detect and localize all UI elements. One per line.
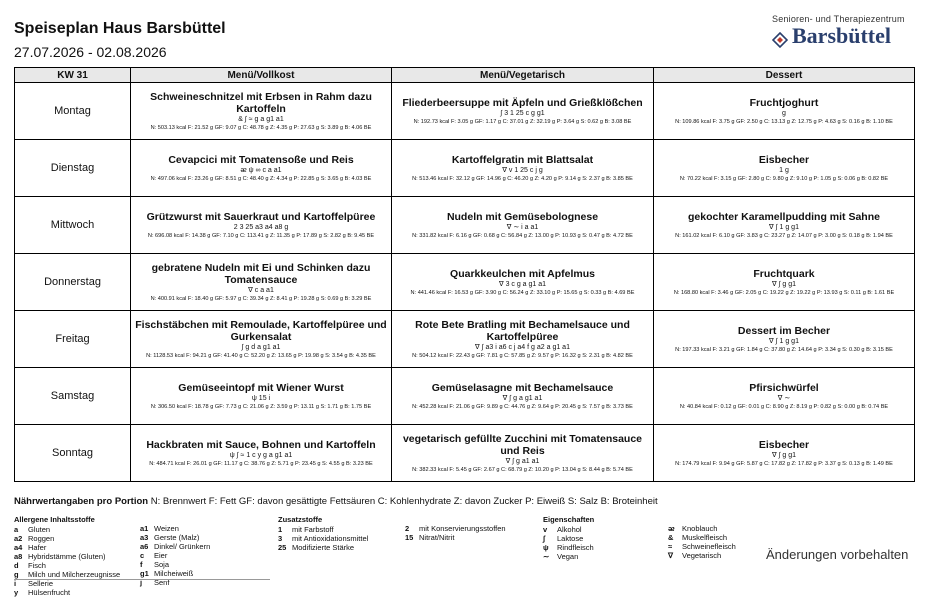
table-row — [15, 311, 915, 368]
legend-code: a6 — [140, 542, 149, 551]
nutrition-values: N: 109.86 kcal F: 3.75 g GF: 2.50 g C: 13.13 g Z: 12.75 g P: 4.63 g S: 0.16 g B: 1.10 BE — [675, 118, 893, 125]
dish-name: Nudeln mit Gemüsebolognese — [446, 210, 599, 223]
legend-code: 25 — [278, 543, 287, 552]
nutrition-values: N: 497.06 kcal F: 23.26 g GF: 8.51 g C: 48.40 g Z: 4.34 g P: 22.85 g S: 3.65 g B: 4.03 BE — [150, 175, 372, 182]
nutrition-values: N: 503.13 kcal F: 21.52 g GF: 9.07 g C: 48.78 g Z: 4.35 g P: 27.63 g S: 3.89 g B: 4.06 BE — [150, 124, 372, 131]
dish-name: Kartoffelgratin mit Blattsalat — [451, 153, 594, 166]
dish-name: Pfirsichwürfel — [749, 381, 819, 394]
legend-code: c — [140, 551, 145, 560]
legend-label: Milcheiweiß — [154, 569, 194, 578]
allergen-codes: 2 3 25 a3 a4 a8 g — [233, 223, 289, 231]
day-cell: Samstag — [15, 368, 131, 425]
meal-cell-vegetarisch — [392, 140, 654, 197]
column-header-week: KW 31 — [15, 68, 131, 83]
legend-label: Knoblauch — [682, 524, 718, 533]
nutrition-values: N: 441.46 kcal F: 16.53 g GF: 3.90 g C: 56.24 g Z: 33.10 g P: 15.65 g S: 0.33 g B: 4.69 BE — [410, 289, 635, 296]
legend-label: Vegetarisch — [682, 551, 722, 560]
column-header-dessert: Dessert — [654, 68, 915, 83]
allergen-codes: ψ 15 i — [251, 394, 271, 402]
footer-divider — [14, 579, 270, 580]
allergen-codes: ∇ c a a1 — [248, 286, 274, 294]
legend-code: g — [14, 570, 19, 579]
nutrition-values: N: 1128.53 kcal F: 94.21 g GF: 41.40 g C: 52.20 g Z: 13.65 g P: 19.98 g S: 3.54 g B: 4.35 BE — [146, 352, 376, 359]
legend-item — [14, 534, 120, 543]
legend-item — [14, 543, 120, 552]
menu-table-body — [15, 83, 915, 482]
dish-name: Fruchtquark — [753, 267, 815, 280]
legend-label: Soja — [154, 560, 170, 569]
meal-cell-vegetarisch — [392, 83, 654, 140]
legend-list — [405, 524, 506, 542]
legend-item — [140, 524, 210, 533]
date-range: 27.07.2026 - 02.08.2026 — [14, 44, 167, 60]
dish-name: Schweineschnitzel mit Erbsen in Rahm dazu Kartoffeln — [150, 90, 372, 115]
legend-code: 2 — [405, 524, 410, 533]
dish-name: Gemüselasagne mit Bechamelsauce — [431, 381, 614, 394]
nutrition-values: N: 504.12 kcal F: 22.43 g GF: 7.81 g C: 57.85 g Z: 9.57 g P: 16.32 g S: 2.31 g B: 4.82 BE — [412, 352, 633, 359]
table-row — [15, 368, 915, 425]
legend-label: Milch und Milcherzeugnisse — [28, 570, 121, 579]
legend-list — [278, 525, 368, 552]
meal-cell-vegetarisch — [392, 425, 654, 482]
legend-label: Gerste (Malz) — [154, 533, 200, 542]
legend-label: Weizen — [154, 524, 179, 533]
nutrition-values: N: 696.08 kcal F: 14.38 g GF: 7.10 g C: 113.41 g Z: 11.35 g P: 17.89 g S: 2.82 g B: 9.45 BE — [147, 232, 375, 239]
meal-cell-dessert — [654, 254, 915, 311]
nutrition-values: N: 331.82 kcal F: 6.16 g GF: 0.68 g C: 56.84 g Z: 13.00 g P: 10.93 g S: 0.47 g B: 4.72 BE — [412, 232, 633, 239]
dish-name: Grützwurst mit Sauerkraut und Kartoffelpüree — [146, 210, 376, 223]
dish-name: Eisbecher — [758, 438, 810, 451]
nutrition-values: N: 161.02 kcal F: 6.10 g GF: 3.83 g C: 23.27 g Z: 14.07 g P: 3.00 g S: 0.18 g B: 1.94 BE — [675, 232, 893, 239]
meal-cell-vegetarisch — [392, 254, 654, 311]
legend-item — [14, 579, 120, 588]
legend-code: a3 — [140, 533, 149, 542]
legend-label: Gluten — [28, 525, 51, 534]
legend-code: 1 — [278, 525, 283, 534]
legend-allergens — [14, 515, 120, 597]
legend-item — [140, 569, 210, 578]
nutrition-values: N: 70.22 kcal F: 3.15 g GF: 2.80 g C: 9.80 g Z: 9.10 g P: 1.05 g S: 0.06 g B: 0.82 BE — [679, 175, 889, 182]
legend-code: i — [14, 579, 17, 588]
legend-item — [140, 533, 210, 542]
legend-list — [140, 524, 210, 587]
page-title: Speiseplan Haus Barsbüttel — [14, 20, 226, 37]
legend-additives — [278, 515, 368, 552]
meal-cell-dessert — [654, 197, 915, 254]
menu-table — [14, 67, 915, 482]
legend-label: Nitrat/Nitrit — [419, 533, 455, 542]
legend-code: & — [668, 533, 674, 542]
legend-label: Laktose — [557, 534, 584, 543]
legend-item — [543, 525, 594, 534]
allergen-codes: & ∫ ≈ g a g1 a1 — [238, 115, 284, 123]
legend-list — [14, 525, 120, 597]
nutrition-values: N: 452.28 kcal F: 21.06 g GF: 9.89 g C: 44.76 g Z: 9.64 g P: 20.45 g S: 7.57 g B: 3.73 BE — [412, 403, 633, 410]
legend-code: a — [14, 525, 19, 534]
legend-item — [543, 534, 594, 543]
nutrition-values: N: 382.33 kcal F: 5.45 g GF: 2.67 g C: 68.79 g Z: 10.20 g P: 13.04 g S: 8.44 g B: 5.74 BE — [412, 466, 633, 473]
legend-label: Rindfleisch — [557, 543, 594, 552]
dish-name: Hackbraten mit Sauce, Bohnen und Kartoffeln — [146, 438, 376, 451]
day-cell: Dienstag — [15, 140, 131, 197]
table-row — [15, 140, 915, 197]
meal-cell-vegetarisch — [392, 197, 654, 254]
dish-name: Cevapcici mit Tomatensoße und Reis — [168, 153, 354, 166]
meal-cell-vollkost — [131, 311, 392, 368]
allergen-codes: ∇ 3 c g a g1 a1 — [498, 280, 547, 288]
legend-code: ∫ — [543, 534, 546, 543]
allergen-codes: ∇ ∫ g g1 — [771, 451, 797, 459]
nutrition-note — [14, 496, 658, 507]
meal-cell-dessert — [654, 368, 915, 425]
legend-label: Alkohol — [557, 525, 582, 534]
logo — [772, 14, 912, 58]
meal-cell-vollkost — [131, 83, 392, 140]
table-row — [15, 197, 915, 254]
nutrition-values: N: 484.71 kcal F: 26.01 g GF: 11.17 g C: 38.76 g Z: 5.71 g P: 23.45 g S: 4.55 g B: 3.23 BE — [149, 460, 373, 467]
allergen-codes: ᴂ ψ ∞ c a a1 — [240, 166, 282, 174]
allergen-codes: 1 g — [779, 166, 789, 174]
legend-code: f — [140, 560, 143, 569]
legend-additives-2 — [405, 524, 506, 542]
legend-item — [278, 543, 368, 552]
dish-name: gebratene Nudeln mit Ei und Schinken dazu Tomatensauce — [151, 261, 371, 286]
legend-properties-title: Eigenschaften — [543, 515, 595, 524]
nutrition-values: N: 400.91 kcal F: 18.40 g GF: 5.97 g C: 39.34 g Z: 8.41 g P: 19.28 g S: 0.69 g B: 3.29 BE — [150, 295, 372, 302]
allergen-codes: ∇ ∫ 1 g g1 — [769, 337, 799, 345]
legend-code: y — [14, 588, 19, 597]
day-cell: Montag — [15, 83, 131, 140]
legend-label: Vegan — [557, 552, 579, 561]
legend-code: d — [14, 561, 19, 570]
legend-code: ∇ — [668, 551, 674, 560]
dish-name: vegetarisch gefüllte Zucchini mit Tomatensauce und Reis — [402, 432, 643, 457]
change-notice: Änderungen vorbehalten — [766, 547, 909, 562]
meal-cell-dessert — [654, 311, 915, 368]
table-row — [15, 83, 915, 140]
allergen-codes: g — [782, 109, 786, 117]
nutrition-values: N: 306.50 kcal F: 18.78 g GF: 7.73 g C: 21.06 g Z: 3.59 g P: 13.11 g S: 1.71 g B: 1.75 BE — [150, 403, 372, 410]
legend-code: v — [543, 525, 548, 534]
dish-name: Fischstäbchen mit Remoulade, Kartoffelpüree und Gurkensalat — [135, 318, 387, 343]
legend-label: Roggen — [28, 534, 55, 543]
legend-label: Dinkel/ Grünkern — [154, 542, 211, 551]
legend-list — [543, 525, 594, 561]
allergen-codes: ∫ 3 1 25 c g g1 — [500, 109, 545, 117]
nutrition-note-text: N: Brennwert F: Fett GF: davon gesättigte Fettsäuren C: Kohlenhydrate Z: davon Zucker P: Eiweiß S: Salz B: Broteinheit — [150, 496, 658, 507]
meal-cell-vollkost — [131, 425, 392, 482]
legend-item — [14, 570, 120, 579]
legend-code: g1 — [140, 569, 149, 578]
allergen-codes: ∇ ∼ i a a1 — [506, 223, 539, 231]
column-header-vollkost: Menü/Vollkost — [131, 68, 392, 83]
legend-list — [668, 524, 736, 560]
legend-label: Eier — [154, 551, 168, 560]
dish-name: Eisbecher — [758, 153, 810, 166]
legend-label: Muskelfleisch — [682, 533, 728, 542]
dish-name: Dessert im Becher — [737, 324, 831, 337]
legend-properties-2 — [668, 524, 736, 560]
allergen-codes: ∇ ∫ g a1 a1 — [505, 457, 540, 465]
logo-mark-icon — [772, 32, 788, 48]
legend-label: Sellerie — [28, 579, 54, 588]
legend-code: j — [140, 578, 143, 587]
day-cell: Donnerstag — [15, 254, 131, 311]
legend-item — [278, 534, 368, 543]
allergen-codes: ψ ∫ ≈ 1 c y g a g1 a1 — [229, 451, 293, 459]
day-cell: Freitag — [15, 311, 131, 368]
legend-label: Schweinefleisch — [682, 542, 736, 551]
nutrition-values: N: 197.33 kcal F: 3.21 g GF: 1.84 g C: 37.80 g Z: 14.64 g P: 3.34 g S: 0.30 g B: 3.15 BE — [675, 346, 893, 353]
dish-name: Fruchtjoghurt — [749, 96, 819, 109]
dish-name: gekochter Karamellpudding mit Sahne — [688, 210, 880, 223]
nutrition-note-label: Nährwertangaben pro Portion — [14, 496, 149, 507]
legend-properties — [543, 515, 594, 561]
legend-item — [14, 525, 120, 534]
table-header-row — [15, 68, 915, 83]
legend-code: a8 — [14, 552, 23, 561]
nutrition-values: N: 168.80 kcal F: 3.46 g GF: 2.05 g C: 19.22 g Z: 19.22 g P: 13.93 g S: 0.11 g B: 1.61 BE — [673, 289, 895, 296]
nutrition-values: N: 513.46 kcal F: 32.12 g GF: 14.96 g C: 46.20 g Z: 4.20 g P: 9.14 g S: 2.37 g B: 3.85 BE — [412, 175, 633, 182]
legend-item — [668, 533, 736, 542]
meal-cell-vegetarisch — [392, 368, 654, 425]
logo-name: Barsbüttel — [792, 23, 891, 48]
legend-code: a4 — [14, 543, 23, 552]
legend-label: mit Antioxidationsmittel — [292, 534, 369, 543]
allergen-codes: ∇ v 1 25 c j g — [502, 166, 543, 174]
table-row — [15, 254, 915, 311]
legend-label: Hybridstämme (Gluten) — [28, 552, 106, 561]
legend-item — [14, 552, 120, 561]
allergen-codes: ∇ ∫ a3 i a6 c j a4 f g a2 a g1 a1 — [475, 343, 570, 351]
meal-cell-vegetarisch — [392, 311, 654, 368]
day-cell: Sonntag — [15, 425, 131, 482]
dish-name: Rote Bete Bratling mit Bechamelsauce und Kartoffelpüree — [415, 318, 630, 343]
legend-item — [405, 533, 506, 542]
meal-cell-vollkost — [131, 197, 392, 254]
legend-code: a2 — [14, 534, 23, 543]
legend-allergens-title: Allergene Inhaltsstoffe — [14, 515, 95, 524]
legend-item — [14, 588, 120, 597]
meal-cell-dessert — [654, 425, 915, 482]
legend-label: mit Farbstoff — [292, 525, 334, 534]
allergen-codes: ∇ ∫ 1 g g1 — [769, 223, 799, 231]
legend-code: a1 — [140, 524, 149, 533]
allergen-codes: ∇ ∫ g a g1 a1 — [502, 394, 543, 402]
table-row — [15, 425, 915, 482]
legend-label: mit Konservierungsstoffen — [419, 524, 506, 533]
meal-cell-dessert — [654, 83, 915, 140]
nutrition-values: N: 192.73 kcal F: 3.05 g GF: 1.17 g C: 37.01 g Z: 32.19 g P: 3.64 g S: 0.62 g B: 3.08 BE — [413, 118, 632, 125]
column-header-vegetarisch: Menü/Vegetarisch — [392, 68, 654, 83]
logo-subtitle: Senioren- und Therapiezentrum — [772, 14, 905, 24]
legend-item — [543, 552, 594, 561]
legend-code: ᴂ — [668, 524, 675, 533]
dish-name: Quarkkeulchen mit Apfelmus — [450, 267, 595, 280]
legend-item — [405, 524, 506, 533]
legend-code: 3 — [278, 534, 283, 543]
legend-label: Fisch — [28, 561, 46, 570]
legend-item — [278, 525, 368, 534]
legend-item — [140, 551, 210, 560]
legend-label: Hafer — [28, 543, 47, 552]
legend-code: ≈ — [668, 542, 673, 551]
nutrition-values: N: 40.84 kcal F: 0.12 g GF: 0.01 g C: 8.90 g Z: 8.19 g P: 0.82 g S: 0.00 g B: 0.74 BE — [679, 403, 889, 410]
legend-label: Senf — [154, 578, 170, 587]
legend-item — [14, 561, 120, 570]
legend-item — [668, 551, 736, 560]
meal-cell-vollkost — [131, 140, 392, 197]
legend-code: ∼ — [543, 552, 550, 561]
dish-name: Fliederbeersuppe mit Äpfeln und Grießklößchen — [402, 96, 643, 109]
allergen-codes: ∇ ∼ — [777, 394, 791, 402]
day-cell: Mittwoch — [15, 197, 131, 254]
legend-additives-title: Zusatzstoffe — [278, 515, 323, 524]
dish-name: Gemüseeintopf mit Wiener Wurst — [178, 381, 344, 394]
allergen-codes: ∇ ∫ g g1 — [771, 280, 797, 288]
legend-label: Modifizierte Stärke — [292, 543, 355, 552]
allergen-codes: ∫ g d a g1 a1 — [241, 343, 281, 351]
meal-cell-vollkost — [131, 254, 392, 311]
meal-cell-dessert — [654, 140, 915, 197]
legend-label: Hülsenfrucht — [28, 588, 71, 597]
legend-item — [140, 560, 210, 569]
legend-allergens-2 — [140, 524, 210, 587]
legend-item — [140, 542, 210, 551]
meal-cell-vollkost — [131, 368, 392, 425]
legend-code: ψ — [543, 543, 549, 552]
legend-code: 15 — [405, 533, 414, 542]
legend-item — [543, 543, 594, 552]
legend-item — [668, 542, 736, 551]
legend-item — [668, 524, 736, 533]
nutrition-values: N: 174.79 kcal F: 9.94 g GF: 5.87 g C: 17.82 g Z: 17.82 g P: 3.37 g S: 0.13 g B: 1.49 BE — [675, 460, 893, 467]
